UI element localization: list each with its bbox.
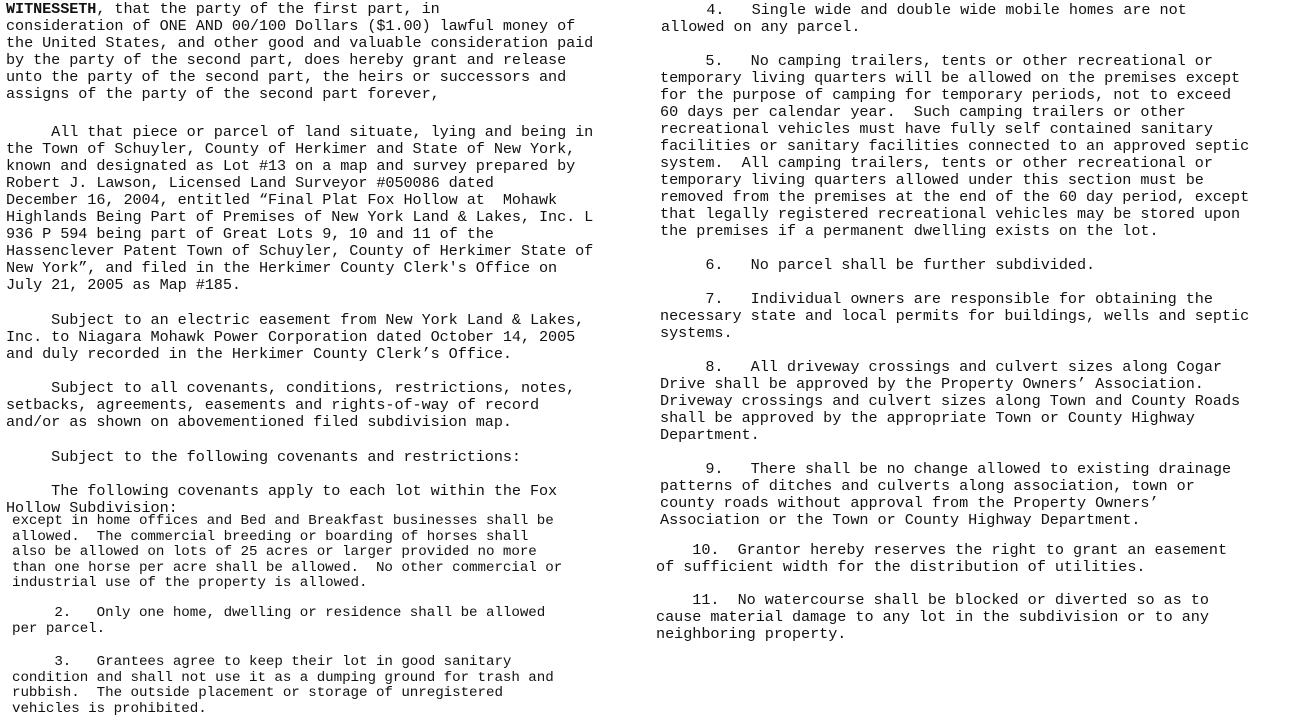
covenant-item-8: 8. All driveway crossings and culvert sizes along Cogar Drive shall be approved by the Property Owners’ Association. Driveway crossings and culvert sizes along Town and County Roads shall be approved by the appropriate Town or County Highway Department. (660, 358, 1241, 444)
covenant-item-11: 11. No watercourse shall be blocked or diverted so as to cause material damage to any lot in the subdivision or to any neighboring property. (656, 591, 1209, 643)
witnesseth-text: , that the party of the first part, in consideration of ONE AND 00/100 Dollars ($1.00) lawful money of the United States, and other good and valuable consideration paid by the party of the second part, does hereby grant and release unto the party of the second part, the heirs or successors and assigns of the party of the second part forever, (6, 0, 594, 103)
witnesseth-paragraph (6, 1, 593, 103)
covenant-item-9: 9. There shall be no change allowed to existing drainage patterns of ditches and culverts along association, town or county roads without approval from the Property Owners’ Association or the Town or County Highway Department. (660, 460, 1232, 529)
covenant-item-1-continuation: except in home offices and Bed and Breakfast businesses shall be allowed. The commercial breeding or boarding of horses shall also be allowed on lots of 25 acres or larger provided no more than one horse per acre shall be allowed. No other commercial or industrial use of the property is allowed. (12, 513, 563, 591)
covenant-item-2: 2. Only one home, dwelling or residence shall be allowed per parcel. (12, 605, 546, 637)
fox-hollow-covenants-intro: The following covenants apply to each lot within the Fox Hollow Subdivision: (6, 482, 558, 517)
electric-easement-paragraph: Subject to an electric easement from New York Land & Lakes, Inc. to Niagara Mohawk Power Corporation dated October 14, 2005 and duly recorded in the Herkimer County Clerk’s Office. (6, 311, 585, 363)
covenants-of-record-paragraph: Subject to all covenants, conditions, restrictions, notes, setbacks, agreements, easements and rights-of-way of record and/or as shown on abovementioned filed subdivision map. (6, 379, 576, 431)
witnesseth-heading: WITNESSETH (6, 0, 97, 18)
covenant-item-4: 4. Single wide and double wide mobile homes are not allowed on any parcel. (661, 1, 1187, 36)
covenant-item-3: 3. Grantees agree to keep their lot in good sanitary condition and shall not use it as a dumping ground for trash and rubbish. The outside placement or storage of unregistered vehicles is prohibited. (12, 654, 554, 717)
parcel-description-paragraph: All that piece or parcel of land situate, lying and being in the Town of Schuyler, County of Herkimer and State of New York, known and designated as Lot #13 on a map and survey prepared by Robert J. Lawson, Licensed Land Surveyor #050086 dated December 16, 2004, entitled “Final Plat Fox Hollow at Mohawk Highlands Being Part of Premises of New York Land & Lakes, Inc. L 936 P 594 being part of Great Lots 9, 10 and 11 of the Hassenclever Patent Town of Schuyler, County of Herkimer State of New York”, and filed in the Herkimer County Clerk's Office on July 21, 2005 as Map #185. (6, 123, 594, 294)
subject-to-restrictions-paragraph: Subject to the following covenants and restrictions: (6, 448, 521, 466)
covenant-item-5: 5. No camping trailers, tents or other recreational or temporary living quarters will be allowed on the premises except for the purpose of camping for temporary periods, not to exceed 60 days per calendar year. Such camping trailers or other recreational vehicles must have fully self contained sanitary facilities or sanitary facilities connected to an approved septic system. All camping trailers, tents or other recreational or temporary living quarters allowed under this section must be removed from the premises at the end of the 60 day period, except that legally registered recreational vehicles may be stored upon the premises if a permanent dwelling exists on the lot. (660, 52, 1250, 240)
covenant-item-10: 10. Grantor hereby reserves the right to grant an easement of sufficient width for the distribution of utilities. (656, 541, 1228, 576)
covenant-item-7: 7. Individual owners are responsible for obtaining the necessary state and local permits for buildings, wells and septic systems. (660, 290, 1250, 342)
covenant-item-6: 6. No parcel shall be further subdivided. (660, 256, 1096, 274)
